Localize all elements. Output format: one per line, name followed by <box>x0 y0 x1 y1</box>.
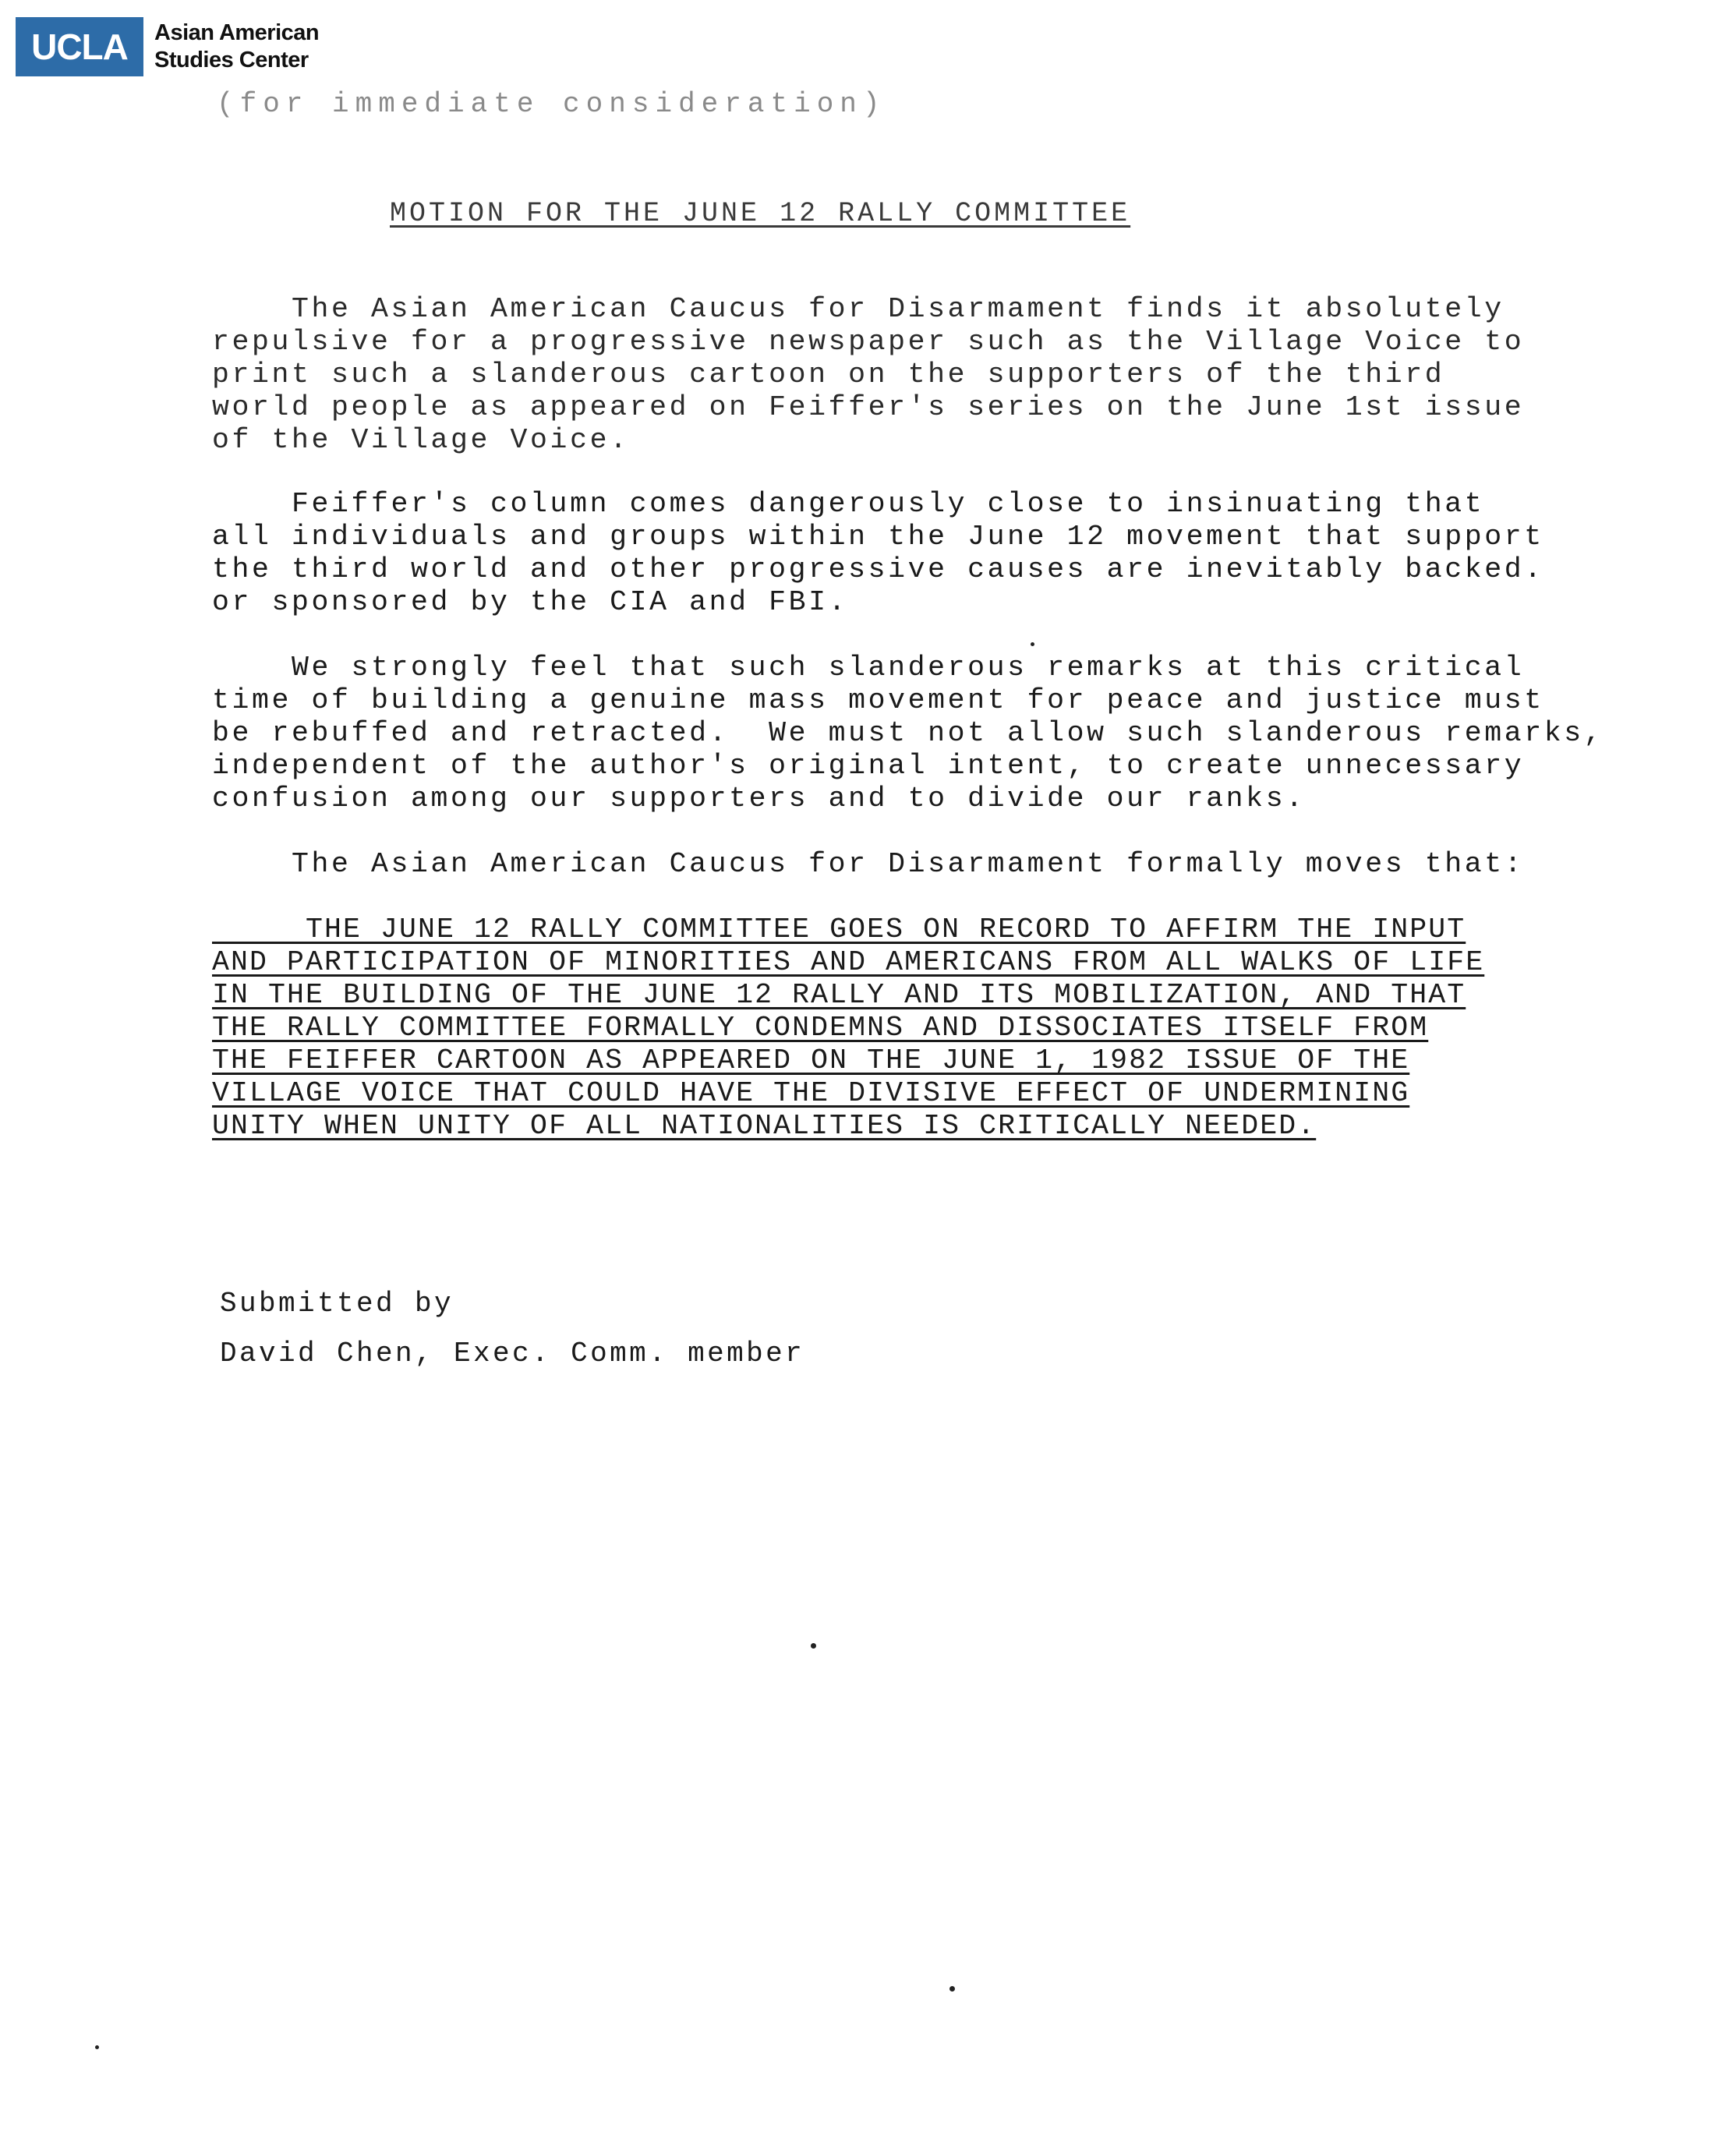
scan-speck <box>811 1643 816 1649</box>
center-name-line-1: Asian American <box>154 20 320 45</box>
center-name <box>154 19 319 74</box>
ucla-aasc-logo <box>16 17 319 76</box>
paragraph-3: We strongly feel that such slanderous remarks at this critical time of building a genuine mass movement for peace and justice must be rebuffed and retracted. We must not allow such slanderous remarks, independent of the author's original intent, to create unnecessary confusion among our supporters and to divide our ranks. <box>212 652 1604 815</box>
scan-speck <box>949 1986 955 1992</box>
consideration-note: (for immediate consideration) <box>217 88 886 120</box>
ucla-logo-badge: UCLA <box>16 17 143 76</box>
document-title: MOTION FOR THE JUNE 12 RALLY COMMITTEE <box>390 198 1131 229</box>
submitter-name: David Chen, Exec. Comm. member <box>220 1338 805 1370</box>
paragraph-1: The Asian American Caucus for Disarmament finds it absolutely repulsive for a progressive newspaper such as the Village Voice to print such a slanderous cartoon on the supporters of the third world people as appeared on Feiffer's series on the June 1st issue of the Village Voice. <box>212 293 1525 456</box>
scan-speck <box>95 2045 99 2049</box>
paragraph-2: Feiffer's column comes dangerously close to insinuating that all individuals and groups within the June 12 movement that support the third world and other progressive causes are inevitably backed. or sponsored by the CIA and FBI. <box>212 488 1544 618</box>
center-name-line-2: Studies Center <box>154 48 309 72</box>
scan-speck <box>1031 642 1034 646</box>
motion-text: THE JUNE 12 RALLY COMMITTEE GOES ON RECORD TO AFFIRM THE INPUT AND PARTICIPATION OF MINORITIES AND AMERICANS FROM ALL WALKS OF LIFE IN THE BUILDING OF THE JUNE 12 RALLY AND ITS MOBILIZATION, AND THAT THE RALLY COMMITTEE FORMALLY CONDEMNS AND DISSOCIATES ITSELF FROM THE FEIFFER CARTOON AS APPEARED ON THE JUNE 1, 1982 ISSUE OF THE VILLAGE VOICE THAT COULD HAVE THE DIVISIVE EFFECT OF UNDERMINING UNITY WHEN UNITY OF ALL NATIONALITIES IS CRITICALLY NEEDED. <box>212 914 1485 1142</box>
submitted-by-label: Submitted by <box>220 1288 454 1320</box>
paragraph-4: The Asian American Caucus for Disarmament formally moves that: <box>212 848 1525 880</box>
